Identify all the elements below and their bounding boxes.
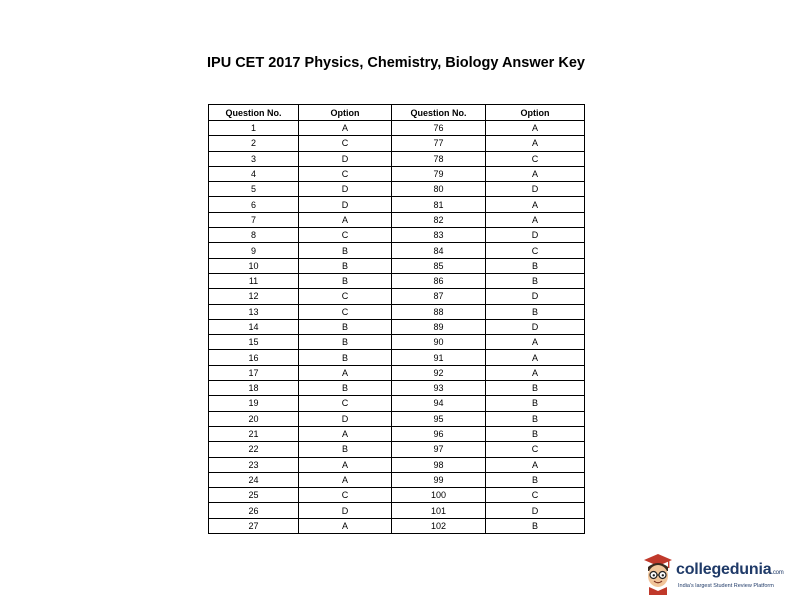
question-no-cell: 92 — [392, 365, 486, 380]
question-no-cell: 98 — [392, 457, 486, 472]
option-cell: C — [486, 243, 585, 258]
option-cell: D — [486, 228, 585, 243]
option-cell: C — [299, 488, 392, 503]
table-row — [209, 243, 585, 258]
table-row — [209, 197, 585, 212]
table-row — [209, 212, 585, 227]
question-no-cell: 25 — [209, 488, 299, 503]
option-cell: C — [299, 396, 392, 411]
option-cell: B — [486, 426, 585, 441]
option-cell: A — [299, 518, 392, 533]
question-no-cell: 21 — [209, 426, 299, 441]
option-cell: D — [299, 411, 392, 426]
option-cell: D — [486, 319, 585, 334]
question-no-cell: 23 — [209, 457, 299, 472]
option-cell: C — [486, 488, 585, 503]
option-cell: C — [299, 136, 392, 151]
table-row — [209, 151, 585, 166]
option-cell: B — [486, 258, 585, 273]
option-cell: A — [486, 212, 585, 227]
option-cell: B — [299, 442, 392, 457]
question-no-cell: 16 — [209, 350, 299, 365]
question-no-cell: 85 — [392, 258, 486, 273]
table-row — [209, 442, 585, 457]
table-row — [209, 396, 585, 411]
table-row — [209, 381, 585, 396]
question-no-cell: 102 — [392, 518, 486, 533]
question-no-cell: 93 — [392, 381, 486, 396]
option-cell: B — [486, 411, 585, 426]
option-cell: C — [486, 442, 585, 457]
table-row — [209, 258, 585, 273]
question-no-cell: 10 — [209, 258, 299, 273]
question-no-cell: 90 — [392, 335, 486, 350]
question-no-cell: 2 — [209, 136, 299, 151]
question-no-cell: 3 — [209, 151, 299, 166]
table-row — [209, 166, 585, 181]
question-no-cell: 95 — [392, 411, 486, 426]
table-row — [209, 304, 585, 319]
question-no-cell: 77 — [392, 136, 486, 151]
question-no-cell: 87 — [392, 289, 486, 304]
option-cell: B — [486, 273, 585, 288]
option-cell: D — [299, 503, 392, 518]
header-option-1: Option — [299, 105, 392, 121]
option-cell: B — [299, 243, 392, 258]
header-question-no-1: Question No. — [209, 105, 299, 121]
answer-key-table — [208, 104, 585, 534]
question-no-cell: 8 — [209, 228, 299, 243]
option-cell: B — [299, 273, 392, 288]
option-cell: C — [299, 228, 392, 243]
logo-tagline: India's largest Student Review Platform — [678, 583, 774, 589]
question-no-cell: 4 — [209, 166, 299, 181]
question-no-cell: 17 — [209, 365, 299, 380]
option-cell: A — [299, 472, 392, 487]
question-no-cell: 15 — [209, 335, 299, 350]
question-no-cell: 18 — [209, 381, 299, 396]
table-row — [209, 228, 585, 243]
option-cell: A — [486, 350, 585, 365]
table-row — [209, 365, 585, 380]
table-row — [209, 426, 585, 441]
question-no-cell: 100 — [392, 488, 486, 503]
option-cell: C — [486, 151, 585, 166]
question-no-cell: 26 — [209, 503, 299, 518]
logo-suffix: .com — [771, 570, 784, 576]
table-header-row — [209, 105, 585, 121]
table-row — [209, 472, 585, 487]
header-option-2: Option — [486, 105, 585, 121]
table-row — [209, 273, 585, 288]
table-row — [209, 136, 585, 151]
option-cell: B — [486, 381, 585, 396]
option-cell: A — [486, 121, 585, 136]
table-row — [209, 488, 585, 503]
option-cell: A — [299, 121, 392, 136]
table-row — [209, 411, 585, 426]
question-no-cell: 83 — [392, 228, 486, 243]
option-cell: D — [299, 197, 392, 212]
question-no-cell: 9 — [209, 243, 299, 258]
option-cell: B — [299, 319, 392, 334]
question-no-cell: 89 — [392, 319, 486, 334]
option-cell: A — [486, 166, 585, 181]
question-no-cell: 76 — [392, 121, 486, 136]
question-no-cell: 24 — [209, 472, 299, 487]
table-row — [209, 319, 585, 334]
question-no-cell: 12 — [209, 289, 299, 304]
option-cell: A — [299, 457, 392, 472]
option-cell: A — [299, 426, 392, 441]
question-no-cell: 20 — [209, 411, 299, 426]
option-cell: B — [299, 381, 392, 396]
question-no-cell: 22 — [209, 442, 299, 457]
option-cell: D — [486, 182, 585, 197]
option-cell: B — [486, 304, 585, 319]
question-no-cell: 82 — [392, 212, 486, 227]
table-row — [209, 289, 585, 304]
question-no-cell: 5 — [209, 182, 299, 197]
option-cell: B — [299, 335, 392, 350]
option-cell: A — [486, 457, 585, 472]
option-cell: A — [486, 136, 585, 151]
question-no-cell: 19 — [209, 396, 299, 411]
option-cell: D — [299, 182, 392, 197]
option-cell: B — [486, 396, 585, 411]
option-cell: A — [486, 197, 585, 212]
logo-name: collegedunia — [676, 561, 772, 578]
question-no-cell: 78 — [392, 151, 486, 166]
table-row — [209, 350, 585, 365]
option-cell: A — [486, 365, 585, 380]
option-cell: A — [486, 335, 585, 350]
question-no-cell: 91 — [392, 350, 486, 365]
question-no-cell: 99 — [392, 472, 486, 487]
option-cell: D — [486, 503, 585, 518]
question-no-cell: 6 — [209, 197, 299, 212]
option-cell: A — [299, 365, 392, 380]
table-row — [209, 518, 585, 533]
option-cell: A — [299, 212, 392, 227]
question-no-cell: 97 — [392, 442, 486, 457]
page-title: IPU CET 2017 Physics, Chemistry, Biology Answer Key — [207, 55, 585, 71]
question-no-cell: 14 — [209, 319, 299, 334]
table-row — [209, 457, 585, 472]
table-row — [209, 182, 585, 197]
header-question-no-2: Question No. — [392, 105, 486, 121]
question-no-cell: 79 — [392, 166, 486, 181]
question-no-cell: 86 — [392, 273, 486, 288]
question-no-cell: 80 — [392, 182, 486, 197]
table-row — [209, 335, 585, 350]
mascot-icon — [640, 551, 676, 595]
question-no-cell: 84 — [392, 243, 486, 258]
option-cell: B — [486, 472, 585, 487]
table-row — [209, 121, 585, 136]
table-row — [209, 503, 585, 518]
option-cell: B — [299, 258, 392, 273]
option-cell: C — [299, 166, 392, 181]
option-cell: B — [486, 518, 585, 533]
question-no-cell: 81 — [392, 197, 486, 212]
question-no-cell: 13 — [209, 304, 299, 319]
question-no-cell: 101 — [392, 503, 486, 518]
option-cell: B — [299, 350, 392, 365]
option-cell: D — [299, 151, 392, 166]
question-no-cell: 96 — [392, 426, 486, 441]
question-no-cell: 11 — [209, 273, 299, 288]
option-cell: C — [299, 304, 392, 319]
option-cell: C — [299, 289, 392, 304]
question-no-cell: 1 — [209, 121, 299, 136]
collegedunia-logo — [640, 551, 790, 595]
question-no-cell: 7 — [209, 212, 299, 227]
question-no-cell: 27 — [209, 518, 299, 533]
question-no-cell: 94 — [392, 396, 486, 411]
option-cell: D — [486, 289, 585, 304]
question-no-cell: 88 — [392, 304, 486, 319]
